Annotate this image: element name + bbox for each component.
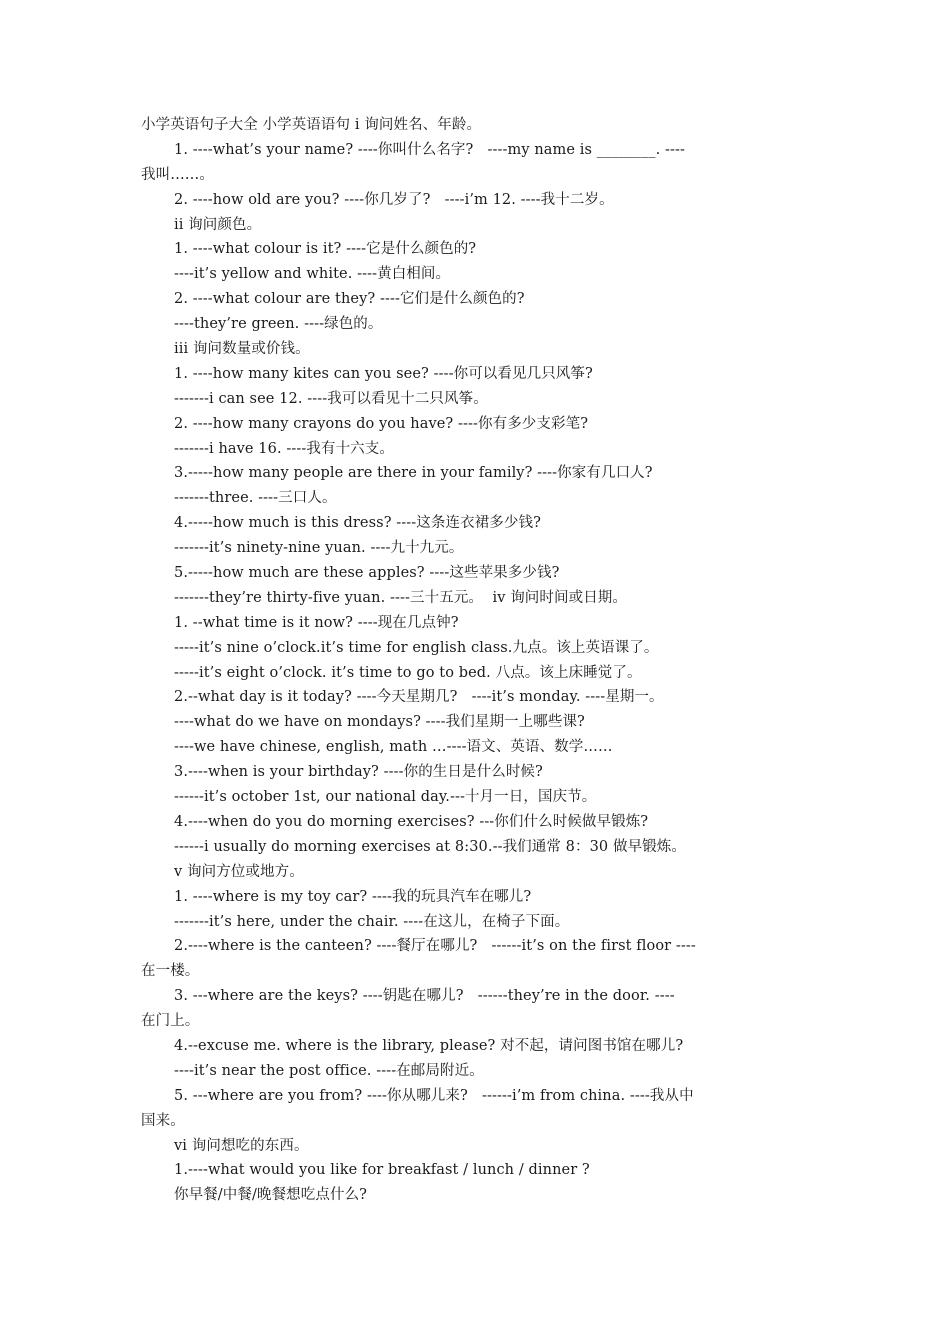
text-line: 4.--excuse me. where is the library, please? 对不起，请问图书馆在哪儿? bbox=[174, 1037, 684, 1054]
text-line: 2.----where is the canteen? ----餐厅在哪儿? ------it’s on the first floor ---- bbox=[174, 938, 696, 955]
text-line: 5.-----how much are these apples? ----这些苹果多少钱? bbox=[174, 565, 560, 582]
text-line: -----it’s eight o’clock. it’s time to go to bed. 八点。该上床睡觉了。 bbox=[174, 664, 642, 681]
text-line: 我叫……。 bbox=[141, 166, 214, 183]
text-line: 1. --what time is it now? ----现在几点钟? bbox=[174, 614, 459, 631]
text-line: ----it’s near the post office. ----在邮局附近。 bbox=[174, 1062, 484, 1079]
text-line: 1. ----how many kites can you see? ----你可以看见几只风筝? bbox=[174, 365, 593, 382]
text-line: 国来。 bbox=[141, 1112, 185, 1129]
text-line: iii 询问数量或价钱。 bbox=[174, 341, 310, 358]
text-line: -------it’s ninety-nine yuan. ----九十九元。 bbox=[174, 540, 464, 557]
text-line: 1. ----what colour is it? ----它是什么颜色的? bbox=[174, 241, 477, 258]
document-body bbox=[141, 113, 813, 1208]
text-line: -------they’re thirty-five yuan. ----三十五元。 iv 询问时间或日期。 bbox=[174, 589, 627, 606]
text-line: 你早餐/中餐/晚餐想吃点什么? bbox=[174, 1187, 368, 1204]
text-line: 5. ---where are you from? ----你从哪儿来? ------i’m from china. ----我从中 bbox=[174, 1087, 694, 1104]
text-line: 3. ---where are the keys? ----钥匙在哪儿? ------they’re in the door. ---- bbox=[174, 988, 675, 1005]
text-line: ii 询问颜色。 bbox=[174, 216, 262, 233]
text-line: 1.----what would you like for breakfast / lunch / dinner ? bbox=[174, 1162, 590, 1179]
text-line: 2. ----how old are you? ----你几岁了? ----i’m 12. ----我十二岁。 bbox=[174, 191, 614, 208]
text-line: ----they’re green. ----绿色的。 bbox=[174, 316, 383, 333]
text-line: 4.-----how much is this dress? ----这条连衣裙多少钱? bbox=[174, 515, 541, 532]
text-line: -------it’s here, under the chair. ----在这儿，在椅子下面。 bbox=[174, 913, 570, 930]
text-line: 小学英语句子大全 小学英语语句 i 询问姓名、年龄。 bbox=[141, 117, 482, 133]
text-line: ----what do we have on mondays? ----我们星期一上哪些课? bbox=[174, 714, 585, 731]
text-line: 2. ----what colour are they? ----它们是什么颜色的? bbox=[174, 291, 525, 308]
text-line: 4.----when do you do morning exercises? ---你们什么时候做早锻炼? bbox=[174, 813, 649, 830]
text-line: 在一楼。 bbox=[141, 963, 200, 980]
text-line: 3.-----how many people are there in your family? ----你家有几口人? bbox=[174, 465, 653, 482]
text-line: ------i usually do morning exercises at 8:30.--我们通常 8：30 做早锻炼。 bbox=[174, 838, 686, 855]
text-line: vi 询问想吃的东西。 bbox=[174, 1137, 309, 1154]
text-line: -------three. ----三口人。 bbox=[174, 490, 337, 507]
text-line: ----it’s yellow and white. ----黄白相间。 bbox=[174, 266, 451, 283]
text-line: ----we have chinese, english, math …----语文、英语、数学…… bbox=[174, 739, 613, 756]
text-line: 2.--what day is it today? ----今天星期几? ----it’s monday. ----星期一。 bbox=[174, 689, 664, 706]
text-line: ------it’s october 1st, our national day.---十月一日，国庆节。 bbox=[174, 789, 597, 806]
text-line: 在门上。 bbox=[141, 1013, 200, 1030]
text-line: 1. ----where is my toy car? ----我的玩具汽车在哪儿? bbox=[174, 888, 532, 905]
text-line: 3.----when is your birthday? ----你的生日是什么时候? bbox=[174, 764, 543, 781]
text-line: -------i can see 12. ----我可以看见十二只风筝。 bbox=[174, 390, 488, 407]
text-line: 1. ----what’s your name? ----你叫什么名字? ----my name is ________. ---- bbox=[174, 141, 685, 158]
text-line: v 询问方位或地方。 bbox=[174, 863, 304, 880]
text-line: -----it’s nine o’clock.it’s time for english class.九点。该上英语课了。 bbox=[174, 639, 659, 656]
text-line: -------i have 16. ----我有十六支。 bbox=[174, 440, 394, 457]
text-line: 2. ----how many crayons do you have? ----你有多少支彩笔? bbox=[174, 415, 589, 432]
